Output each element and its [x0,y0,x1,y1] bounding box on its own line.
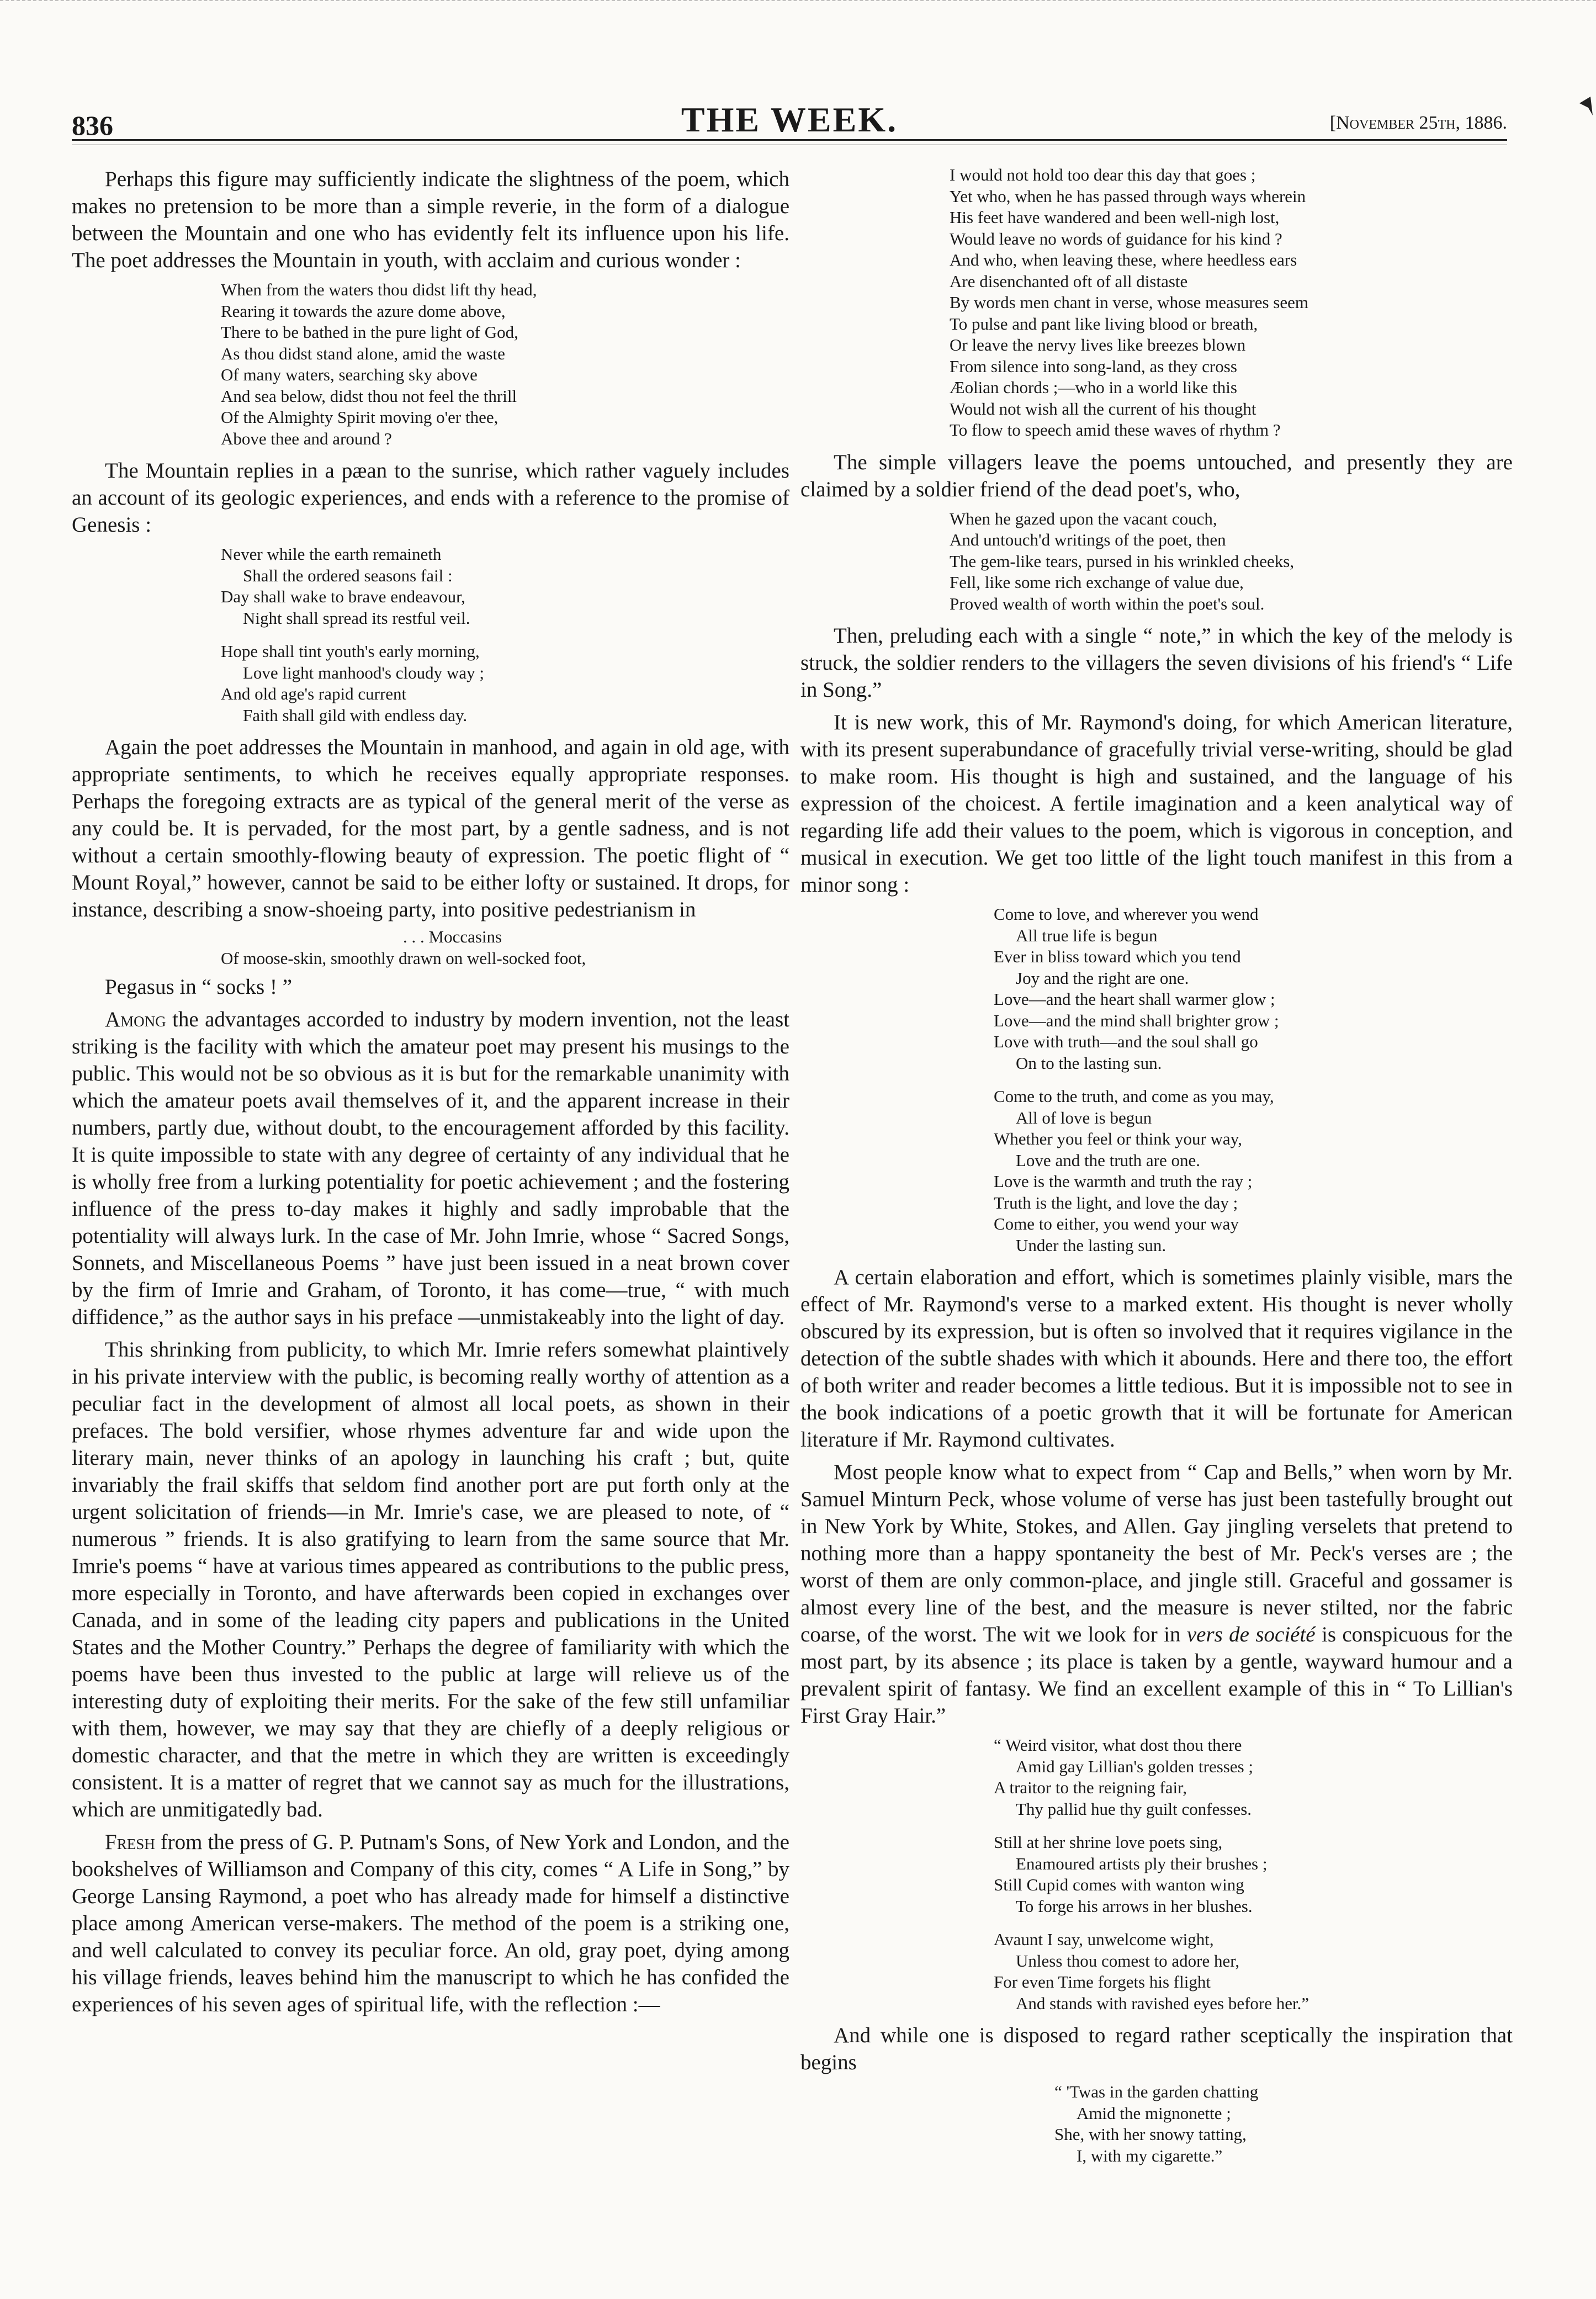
poem-line: And sea below, didst thou not feel the thrill [221,386,517,406]
poem-line: Rearing it towards the azure dome above, [221,301,506,321]
poem-line: Of many waters, searching sky above [221,365,478,384]
poem-garden [800,2081,1513,2166]
paragraph [800,1459,1513,1729]
poem-line: Avaunt I say, unwelcome wight, [994,1930,1214,1949]
poem-life-in-song [800,165,1513,441]
poem-line: From silence into song-land, as they cross [950,356,1237,376]
paragraph-text: Most people know what to expect from “ Cap and Bells,” when worn by Mr. Samuel Minturn Peck, whose volume of verse has just been tastefully brought out in New York by White, Stokes, and Allen. Gay jingling verselets that pretend to nothing more than a happy spontaneity the best of Mr. Peck's verses are ; the worst of them are only common-place, and jingle still. Graceful and gossamer is almost every line of the best, and the measure is never stilted, nor the fabric coarse, of the worst. The wit we look for in [800,1460,1513,1646]
poem-line: Shall the ordered seasons fail : [243,565,453,585]
poem-line: . . . Moccasins [403,927,502,946]
poem-lillian [800,1735,1513,2014]
poem-line: Love—and the heart shall warmer glow ; [994,989,1275,1009]
paragraph [72,1829,789,2018]
poem-line: Æolian chords ;—who in a world like this [950,378,1237,397]
poem-line: Above thee and around ? [221,428,392,448]
stanza [994,1086,1513,1256]
poem-line: And stands with ravished eyes before her.” [1016,1993,1309,2013]
paragraph: The Mountain replies in a pæan to the sunrise, which rather vaguely includes an account of its geologic experiences, and ends with a reference to the promise of Genesis : [72,459,789,537]
poem-line: I would not hold too dear this day that goes ; [950,165,1256,184]
poem-line: “ 'Twas in the garden chatting [1054,2082,1259,2101]
poem-line: Would not wish all the current of his thought [950,399,1256,419]
poem-line: To flow to speech amid these waves of rhythm ? [950,420,1281,439]
paragraph-text: from the press of G. P. Putnam's Sons, of New York and London, and the bookshelves of Williamson and Company of this city, comes “ A Life in Song,” by George Lansing Raymond, a poet who has already made for himself a distinctive place among American verse-makers. The method of the poem is a striking one, and well calculated to convey its peculiar force. An old, gray poet, dying among his village friends, leaves behind him the manuscript to which he has confided the experiences of his seven ages of spiritual life, with the reflection :— [72,1830,789,2016]
lead-word: Among [105,1008,166,1031]
poem-line: Enamoured artists ply their brushes ; [1016,1853,1268,1873]
poem-line: The gem-like tears, pursed in his wrinkled cheeks, [950,551,1295,571]
issue-date: [November 25th, 1886. [1329,113,1507,133]
stanza [221,544,789,629]
poem-soldier [800,508,1513,615]
poem-line: I, with my cigarette.” [1077,2146,1223,2165]
page-number: 836 [72,110,113,141]
poem-line: Amid gay Lillian's golden tresses ; [1016,1756,1254,1776]
poem-line: All true life is begun [1016,925,1158,945]
poem-line: All of love is begun [1016,1108,1152,1127]
poem-line: Amid the mignonette ; [1077,2103,1231,2123]
stanza [994,1735,1513,1820]
poem-line: When from the waters thou didst lift thy head, [221,280,537,299]
poem-line: Of the Almighty Spirit moving o'er thee, [221,407,499,427]
italic-phrase: vers de société [1186,1623,1316,1646]
right-column [800,165,1513,2174]
poem-line: Whether you feel or think your way, [994,1129,1242,1148]
left-column [72,166,789,2018]
poem-line: And old age's rapid current [221,684,407,703]
poem-line: Hope shall tint youth's early morning, [221,642,480,661]
poem-line: Love—and the mind shall brighter grow ; [994,1010,1279,1030]
paragraph: This shrinking from publicity, to which Mr. Imrie refers somewhat plaintively in his private interview with the public, is becoming really worthy of attention as a peculiar fact in the development of almost all local poets, as shown in their prefaces. The bold versifier, whose rhymes adventure far and wide upon the literary main, never thinks of an apology in launching his craft ; but, quite invariably the frail skiffs that seldom find another port are put forth only at the urgent solicitation of friends—in Mr. Imrie's case, we are pleased to note, of “ numerous ” friends. It is also gratifying to learn from the same source that Mr. Imrie's poems “ have at various times appeared as contributions to the public press, more especially in Toronto, and have afterwards been copied in exchanges over Canada, and in some of the leading city papers and publications in the United States and the Mother Country.” Perhaps the degree of familiarity with which the poems have been thus invested to the public at large will relieve us of the interesting duty of exploiting their merits. For the sake of the few still unfamiliar with them, however, we may say that they are chiefly of a deeply religious or domestic character, and that the metre in which they are written is exceedingly consistent. It is a matter of regret that we cannot say as much for the illustrations, which are unmitigatedly bad. [72,1338,789,1821]
paragraph: Pegasus in “ socks ! ” [105,975,293,999]
poem-line: Ever in bliss toward which you tend [994,947,1241,966]
page-header [72,99,1507,149]
poem-line: There to be bathed in the pure light of God, [221,322,518,342]
masthead-title: THE WEEK. [681,100,898,139]
poem-line: Love with truth—and the soul shall go [994,1032,1258,1051]
paragraph-text: is conspicuous for the most part, by its absence ; its place is taken by a gentle, wayward humour and a prevalent spirit of fantasy. We find an excellent example of this in “ To Lillian's First Gray Hair.” [800,1623,1513,1728]
stanza [221,641,789,726]
paragraph: Then, preluding each with a single “ note,” in which the key of the melody is struck, the soldier renders to the villagers the seven divisions of his friend's “ Life in Song.” [800,624,1513,702]
poem-line: Still at her shrine love poets sing, [994,1832,1223,1852]
poem-line: Under the lasting sun. [1016,1235,1166,1255]
paragraph [72,1006,789,1331]
poem-line: Would leave no words of guidance for his kind ? [950,229,1282,248]
poem-line: Come to the truth, and come as you may, [994,1087,1274,1106]
poem-line: Joy and the right are one. [1016,968,1189,988]
stanza [994,904,1513,1074]
poem-line: “ Weird visitor, what dost thou there [994,1735,1242,1755]
poem-line: As thou didst stand alone, amid the waste [221,343,505,363]
poem-line: Truth is the light, and love the day ; [994,1193,1238,1212]
poem-line: Love is the warmth and truth the ray ; [994,1172,1253,1191]
page-edge [0,0,1596,6]
poem-moccasins [72,926,789,969]
poem-line: Come to either, you wend your way [994,1214,1239,1233]
poem-line: Love and the truth are one. [1016,1150,1200,1170]
poem-line: Yet who, when he has passed through ways wherein [950,186,1306,206]
stanza [994,1929,1513,2014]
lead-word: Fresh [105,1830,155,1854]
poem-line: And untouch'd writings of the poet, then [950,530,1226,549]
poem-line: Proved wealth of worth within the poet's soul. [950,594,1265,613]
poem-line: Love light manhood's cloudy way ; [243,663,484,682]
poem-minor-song [800,904,1513,1256]
stanza [994,1832,1513,1917]
paragraph: It is new work, this of Mr. Raymond's doing, for which American literature, with its present superabundance of gracefully trivial verse-writing, should be glad to make room. His thought is high and sustained, and the language of his expression of the choicest. A fertile imagination and a keen analytical way of regarding life add their values to the poem, which is vigorous in conception, and musical in execution. We get too little of the light touch manifest in this from a minor song : [800,711,1513,897]
poem-line: Day shall wake to brave endeavour, [221,587,465,606]
poem-genesis [72,544,789,726]
poem-line: Are disenchanted oft of all distaste [950,271,1188,291]
poem-line: To pulse and pant like living blood or breath, [950,314,1258,333]
poem-line: Or leave the nervy lives like breezes blown [950,335,1246,354]
paragraph: And while one is disposed to regard rather sceptically the inspiration that begins [800,2023,1513,2074]
corner-mark [1574,91,1596,119]
paragraph: Perhaps this figure may sufficiently indicate the slightness of the poem, which makes no pretension to be more than a simple reverie, in the form of a dialogue between the Mountain and one who has evidently felt its influence upon his life. The poet addresses the Mountain in youth, with acclaim and curious wonder : [72,167,789,272]
poem-line: Unless thou comest to adore her, [1016,1951,1240,1970]
poem-line: When he gazed upon the vacant couch, [950,508,1217,528]
poem-line: For even Time forgets his flight [994,1972,1211,1991]
poem-line: Fell, like some rich exchange of value due, [950,573,1244,592]
poem-line: She, with her snowy tatting, [1054,2125,1247,2144]
poem-line: Never while the earth remaineth [221,544,442,564]
poem-line: Come to love, and wherever you wend [994,904,1259,924]
poem-line: And who, when leaving these, where heedless ears [950,250,1297,269]
header-rule [72,139,1507,141]
paragraph: The simple villagers leave the poems untouched, and presently they are claimed by a soldier friend of the dead poet's, who, [800,450,1513,501]
poem-line: His feet have wandered and been well-nigh lost, [950,208,1280,227]
paragraph: A certain elaboration and effort, which is sometimes plainly visible, mars the effect of Mr. Raymond's verse to a marked extent. His thought is never wholly obscured by its expression, but is often so involved that it requires vigilance in the detection of the subtle shades with which it abounds. Here and there too, the effort of both writer and reader becomes a little tedious. But it is impossible not to see in the book indications of a poetic growth that it will be fortunate for American literature if Mr. Raymond cultivates. [800,1265,1513,1452]
poem-line: Thy pallid hue thy guilt confesses. [1016,1799,1252,1819]
poem-line: On to the lasting sun. [1016,1053,1162,1073]
poem-line: Night shall spread its restful veil. [243,608,470,628]
poem-mount-royal-youth [72,279,789,449]
poem-line: Still Cupid comes with wanton wing [994,1875,1244,1894]
poem-line: To forge his arrows in her blushes. [1016,1896,1253,1916]
paragraph: Again the poet addresses the Mountain in manhood, and again in old age, with appropriate sentiments, to which he receives equally appropriate responses. Perhaps the foregoing extracts are as typical of the general merit of the verse as any could be. It is pervaded, for the most part, by a gentle sadness, and is not without a certain smoothly-flowing beauty of expression. The poetic flight of “ Mount Royal,” however, cannot be said to be either lofty or sustained. It drops, for instance, describing a snow-shoeing party, into positive pedestrianism in [72,735,789,921]
poem-line: By words men chant in verse, whose measures seem [950,293,1308,312]
paragraph-text: the advantages accorded to industry by modern invention, not the least striking is the facility with which the amateur poet may present his musings to the public. This would not be so obvious as it is but for the remarkable unanimity with which the amateur poets avail themselves of it, and the apparent increase in their numbers, partly due, without doubt, to the encouragement afforded by this facility. It is quite impossible to state with any degree of certainty of any individual that he is wholly free from a lurking potentiality for poetic achievement ; and the fostering influence of the press to-day makes it highly and sadly improbable that the potentiality will always lurk. In the case of Mr. John Imrie, whose “ Sacred Songs, Sonnets, and Miscellaneous Poems ” have just been issued in a neat brown cover by the firm of Imrie and Graham, of Toronto, it has come—true, “ with much diffidence,” as the author says in his preface —unmistakeably into the light of day. [72,1008,789,1329]
poem-line: Faith shall gild with endless day. [243,705,468,725]
poem-line: A traitor to the reigning fair, [994,1778,1187,1797]
poem-line: Of moose-skin, smoothly drawn on well-socked foot, [221,948,586,968]
